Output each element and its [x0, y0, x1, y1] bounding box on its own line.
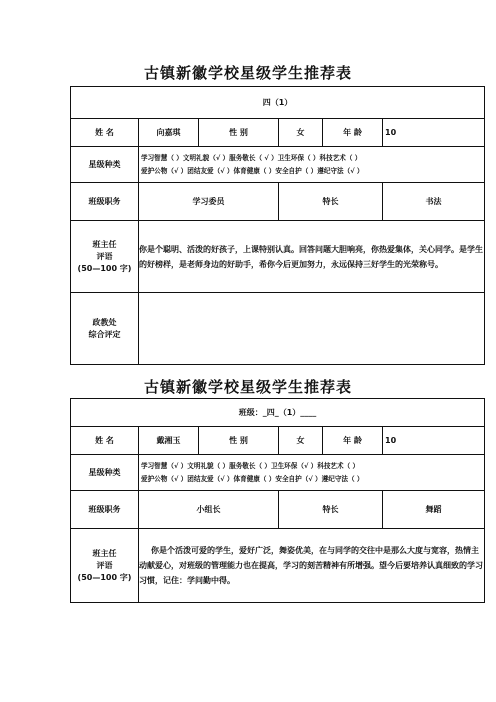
form1-gender-value: 女	[279, 119, 323, 147]
form1-comment-text: 你是个聪明、活泼的好孩子，上课特别认真。回答问题大胆响亮，你热爱集体，关心同学。是学生的好榜样，是老师身边的好助手，希你今后更加努力，永远保持三好学生的光荣称号。	[139, 221, 485, 293]
form1-name-label: 姓 名	[71, 119, 139, 147]
form2-comment-label-3: (50—100 字)	[77, 572, 132, 582]
form2-class-tail: ____	[300, 408, 317, 417]
form1-skill-label: 特长	[279, 183, 383, 221]
form2-comment-label	[71, 529, 139, 603]
form2-comment-text: 你是个活泼可爱的学生，爱好广泛，舞姿优美，在与同学的交往中是那么大度与宽容，热情主动献爱心，对班级的管理能力也在提高，学习的刻苦精神有所增强。望今后要培养认真细致的学习习惯，记住：学问勤中得。	[139, 529, 485, 603]
form2-name-value: 戴湘玉	[139, 427, 199, 455]
form2-star-label: 星级种类	[71, 455, 139, 491]
form2-star-options	[139, 455, 485, 491]
form1-eval-label-2: 综合评定	[88, 329, 121, 339]
form2-age-value: 10	[383, 427, 485, 455]
form1-name-value: 向嘉琪	[139, 119, 199, 147]
form1-age-label: 年 龄	[323, 119, 383, 147]
form1-eval-label-1: 政教处	[92, 317, 117, 327]
form1-age-value: 10	[383, 119, 485, 147]
form2-gender-value: 女	[279, 427, 323, 455]
form2-comment-label-2: 评语	[96, 560, 113, 570]
form2-star-line-2: 爱护公物（√ ）团结友爱（√ ）体育健康（ ）安全自护（√ ）遵纪守法（ ）	[141, 474, 364, 483]
form1-duty-label: 班级职务	[71, 183, 139, 221]
form2-class-grade: _四_	[262, 408, 279, 417]
form1-comment-label-3: (50—100 字)	[77, 263, 132, 273]
form1-skill-value: 书法	[383, 183, 485, 221]
form2-gender-label: 性 别	[199, 427, 279, 455]
form2-duty-label: 班级职务	[71, 491, 139, 529]
form2-table	[70, 398, 485, 603]
form1-eval-label	[71, 293, 139, 365]
form1-title: 古镇新徽学校星级学生推荐表	[143, 64, 352, 82]
form2-class-header	[71, 399, 485, 427]
form1-comment-label	[71, 221, 139, 293]
form1-star-line-2: 爱护公物（√ ）团结友爱（√ ）体育健康（ ）安全自护（ ）遵纪守法（√ ）	[141, 166, 364, 175]
form2-skill-label: 特长	[279, 491, 383, 529]
form2-comment-label-1: 班主任	[92, 548, 117, 558]
form2-title: 古镇新徽学校星级学生推荐表	[143, 378, 352, 396]
form1-star-options	[139, 147, 485, 183]
form2-age-label: 年 龄	[323, 427, 383, 455]
form1-star-line-1: 学习智慧（ ）文明礼貌（√ ）服务敬长（ √ ）卫生环保（ ）科技艺术（ ）	[141, 153, 362, 162]
form1-gender-label: 性 别	[199, 119, 279, 147]
form2-class-prefix: 班级：	[238, 408, 263, 417]
form2-skill-value: 舞蹈	[383, 491, 485, 529]
form1-comment-label-2: 评语	[96, 251, 113, 261]
form1-class-header: 四（1）	[71, 87, 485, 119]
form1-comment-label-1: 班主任	[92, 239, 117, 249]
form1-table	[70, 86, 485, 365]
form2-star-line-1: 学习智慧（√ ）文明礼貌（ ）服务敬长（ ）卫生环保（√ ）科技艺术（ ）	[141, 461, 360, 470]
form2-duty-value: 小组长	[139, 491, 279, 529]
form1-eval-value	[139, 293, 485, 365]
form2-name-label: 姓 名	[71, 427, 139, 455]
form2-class-num: （1）	[278, 408, 301, 417]
form1-star-label: 星级种类	[71, 147, 139, 183]
form1-duty-value: 学习委员	[139, 183, 279, 221]
